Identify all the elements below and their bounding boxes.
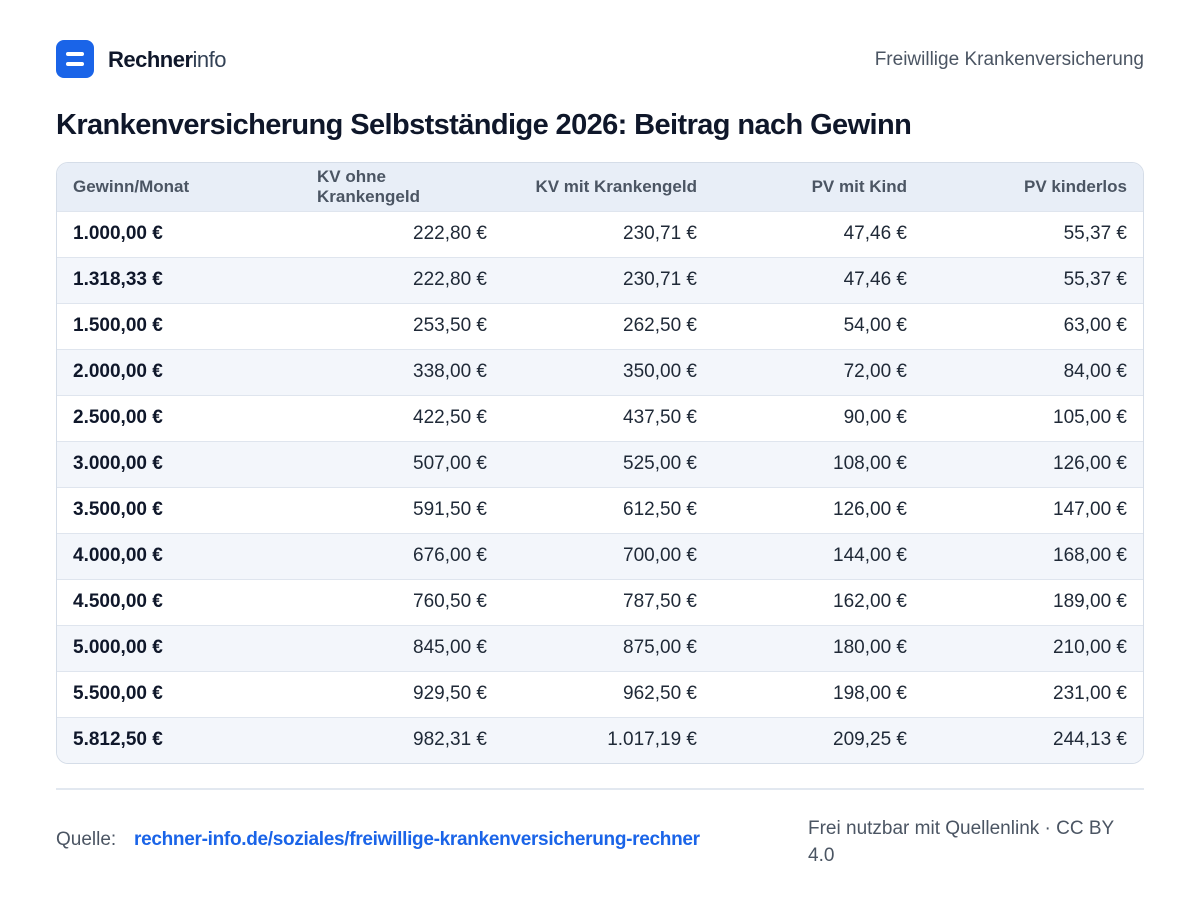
- table-row: [57, 625, 1143, 671]
- table-cell: 5.000,00 €: [73, 637, 163, 658]
- brand-logo[interactable]: [108, 46, 226, 74]
- footer-divider: [56, 788, 1144, 790]
- table-cell: 189,00 €: [1053, 591, 1127, 612]
- table-header-row: [57, 163, 1143, 211]
- table-cell: 72,00 €: [843, 361, 907, 382]
- table-cell: 2.500,00 €: [73, 407, 163, 428]
- table-cell: 231,00 €: [1053, 683, 1127, 704]
- table-cell: 55,37 €: [1063, 223, 1127, 244]
- section-label: Freiwillige Krankenversicherung: [874, 49, 1144, 70]
- table-cell: 676,00 €: [413, 545, 487, 566]
- table-cell: 90,00 €: [843, 407, 907, 428]
- brand-name-light: info: [192, 47, 227, 72]
- table-cell: 962,50 €: [623, 683, 697, 704]
- table-body: [57, 211, 1143, 763]
- table-cell: 144,00 €: [833, 545, 907, 566]
- equals-icon: [56, 40, 94, 78]
- table-cell: 222,80 €: [413, 269, 487, 290]
- table-cell: 210,00 €: [1053, 637, 1127, 658]
- table-cell: 126,00 €: [1053, 453, 1127, 474]
- table-cell: 47,46 €: [843, 269, 907, 290]
- table-cell: 4.000,00 €: [73, 545, 163, 566]
- table-row: [57, 487, 1143, 533]
- table-cell: 244,13 €: [1053, 729, 1127, 751]
- brand-name-bold: Rechner: [108, 47, 193, 72]
- source-label: Quelle:: [56, 829, 117, 850]
- table-cell: 162,00 €: [833, 591, 907, 612]
- table-cell: 253,50 €: [413, 315, 487, 336]
- table-cell: 147,00 €: [1053, 499, 1127, 520]
- table-row: [57, 257, 1143, 303]
- table-cell: 5.500,00 €: [73, 683, 163, 704]
- column-header-pv-kind: PV mit Kind: [811, 176, 907, 196]
- table-cell: 126,00 €: [833, 499, 907, 520]
- column-header-kv-ohne: KV ohne Krankengeld: [317, 166, 420, 206]
- table-cell: 209,25 €: [833, 729, 907, 751]
- table-cell: 437,50 €: [623, 407, 697, 428]
- table-cell: 350,00 €: [623, 361, 697, 382]
- table-row: [57, 349, 1143, 395]
- table-cell: 1.017,19 €: [607, 729, 697, 751]
- page-title: Krankenversicherung Selbstständige 2026: Beitrag nach Gewinn: [56, 109, 912, 141]
- table-row: [57, 303, 1143, 349]
- table-cell: 54,00 €: [843, 315, 907, 336]
- table-cell: 525,00 €: [623, 453, 697, 474]
- table-cell: 3.500,00 €: [73, 499, 163, 520]
- table-cell: 845,00 €: [413, 637, 487, 658]
- table-row: [57, 579, 1143, 625]
- table-cell: 222,80 €: [413, 223, 487, 244]
- table-cell: 929,50 €: [413, 683, 487, 704]
- table-row: [57, 395, 1143, 441]
- table-cell: 180,00 €: [833, 637, 907, 658]
- table-row: [57, 211, 1143, 257]
- table-cell: 4.500,00 €: [73, 591, 163, 612]
- table-cell: 230,71 €: [623, 269, 697, 290]
- table-row: [57, 717, 1143, 763]
- table-row: [57, 441, 1143, 487]
- table-cell: 700,00 €: [623, 545, 697, 566]
- table-cell: 338,00 €: [413, 361, 487, 382]
- table-cell: 105,00 €: [1053, 407, 1127, 428]
- table-cell: 230,71 €: [623, 223, 697, 244]
- table-cell: 2.000,00 €: [73, 361, 163, 382]
- column-header-gewinn: Gewinn/Monat: [73, 176, 190, 196]
- table-cell: 84,00 €: [1063, 361, 1127, 382]
- table-cell: 1.500,00 €: [73, 315, 163, 336]
- table-cell: 55,37 €: [1063, 269, 1127, 290]
- table-cell: 198,00 €: [833, 683, 907, 704]
- source-link[interactable]: rechner-info.de/soziales/freiwillige-krankenversicherung-rechner: [134, 829, 700, 850]
- table-cell: 982,31 €: [413, 729, 487, 751]
- table-cell: 787,50 €: [623, 591, 697, 612]
- column-header-pv-kinderlos: PV kinderlos: [1024, 176, 1127, 196]
- table-row: [57, 533, 1143, 579]
- table-cell: 1.000,00 €: [73, 223, 163, 244]
- table-cell: 168,00 €: [1053, 545, 1127, 566]
- table-cell: 760,50 €: [413, 591, 487, 612]
- table-cell: 422,50 €: [413, 407, 487, 428]
- table-cell: 262,50 €: [623, 315, 697, 336]
- license-note: Frei nutzbar mit Quellenlink · CC BY 4.0: [808, 818, 1114, 866]
- table-row: [57, 671, 1143, 717]
- column-header-kv-mit: KV mit Krankengeld: [535, 176, 697, 196]
- table-cell: 507,00 €: [413, 453, 487, 474]
- table-cell: 1.318,33 €: [73, 269, 163, 290]
- table-cell: 63,00 €: [1063, 315, 1127, 336]
- table-cell: 875,00 €: [623, 637, 697, 658]
- contribution-table: [56, 162, 1144, 764]
- table-cell: 47,46 €: [843, 223, 907, 244]
- table-cell: 5.812,50 €: [73, 729, 163, 751]
- table-cell: 108,00 €: [833, 453, 907, 474]
- header: [56, 40, 1144, 80]
- table-cell: 612,50 €: [623, 499, 697, 520]
- table-cell: 591,50 €: [413, 499, 487, 520]
- table-cell: 3.000,00 €: [73, 453, 163, 474]
